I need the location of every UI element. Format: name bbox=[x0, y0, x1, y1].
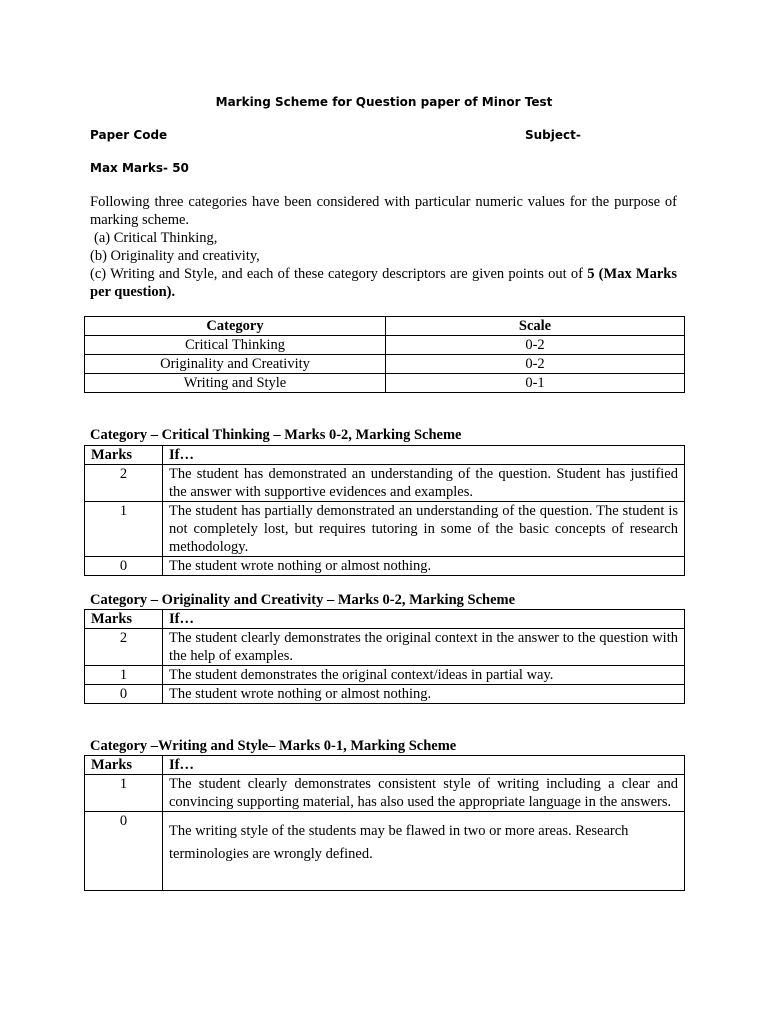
if-header: If… bbox=[163, 756, 685, 775]
page-title: Marking Scheme for Question paper of Minor Test bbox=[215, 95, 553, 109]
description-cell: The student clearly demonstrates the original context in the answer to the question with the help of examples. bbox=[163, 629, 685, 666]
table-row bbox=[85, 336, 685, 355]
category-cell: Writing and Style bbox=[85, 374, 386, 393]
intro-line: Following three categories have been considered with particular numeric values for the purpose of marking scheme. bbox=[90, 194, 677, 228]
description-cell: The student wrote nothing or almost nothing. bbox=[163, 685, 685, 704]
subject-label: Subject- bbox=[525, 128, 581, 142]
marks-cell: 0 bbox=[85, 557, 163, 576]
marks-cell: 2 bbox=[85, 629, 163, 666]
intro-item-c-text: (c) Writing and Style, and each of these category descriptors are given points out of bbox=[90, 266, 588, 282]
description-cell: The student has partially demonstrated an understanding of the question. The student is not completely lost, but requires tutoring in some of the basic concepts of research methodology. bbox=[163, 502, 685, 557]
intro-item-a: (a) Critical Thinking, bbox=[94, 230, 218, 246]
table-header-row bbox=[85, 610, 685, 629]
critical-thinking-heading: Category – Critical Thinking – Marks 0-2, Marking Scheme bbox=[90, 427, 462, 443]
marks-cell: 1 bbox=[85, 502, 163, 557]
marks-cell: 1 bbox=[85, 775, 163, 812]
table-row bbox=[85, 502, 685, 557]
description-cell: The student clearly demonstrates consistent style of writing including a clear and convincing supporting material, has also used the appropriate language in the answers. bbox=[163, 775, 685, 812]
writing-style-table bbox=[84, 755, 685, 891]
marks-cell: 2 bbox=[85, 465, 163, 502]
marks-cell: 0 bbox=[85, 685, 163, 704]
intro-paragraph bbox=[90, 193, 677, 301]
category-table-header bbox=[85, 317, 685, 336]
originality-table bbox=[84, 609, 685, 704]
if-header: If… bbox=[163, 610, 685, 629]
scale-cell: 0-2 bbox=[386, 336, 685, 355]
marks-cell: 0 bbox=[85, 812, 163, 891]
description-cell: The student wrote nothing or almost nothing. bbox=[163, 557, 685, 576]
table-row bbox=[85, 374, 685, 393]
table-row bbox=[85, 557, 685, 576]
paper-code-label: Paper Code bbox=[90, 128, 168, 142]
table-row bbox=[85, 629, 685, 666]
max-marks-label: Max Marks- 50 bbox=[90, 161, 189, 175]
table-row bbox=[85, 685, 685, 704]
critical-thinking-table bbox=[84, 445, 685, 576]
category-table bbox=[84, 316, 685, 393]
intro-item-b: (b) Originality and creativity, bbox=[90, 248, 260, 264]
marks-header: Marks bbox=[85, 610, 163, 629]
originality-heading: Category – Originality and Creativity – Marks 0-2, Marking Scheme bbox=[90, 592, 516, 608]
scale-header: Scale bbox=[386, 317, 685, 336]
table-header-row bbox=[85, 446, 685, 465]
intro-item-c bbox=[90, 265, 677, 301]
table-row bbox=[85, 465, 685, 502]
intro-item-c-bold: 5 (Max Marks per question). bbox=[90, 266, 678, 300]
table-header-row bbox=[85, 756, 685, 775]
table-row bbox=[85, 666, 685, 685]
category-cell: Originality and Creativity bbox=[85, 355, 386, 374]
description-cell: The writing style of the students may be flawed in two or more areas. Research terminologies are wrongly defined. bbox=[163, 812, 685, 891]
if-header: If… bbox=[163, 446, 685, 465]
marks-header: Marks bbox=[85, 446, 163, 465]
scale-cell: 0-2 bbox=[386, 355, 685, 374]
table-row bbox=[85, 775, 685, 812]
scale-cell: 0-1 bbox=[386, 374, 685, 393]
marks-header: Marks bbox=[85, 756, 163, 775]
marks-cell: 1 bbox=[85, 666, 163, 685]
table-row bbox=[85, 812, 685, 891]
description-cell: The student demonstrates the original context/ideas in partial way. bbox=[163, 666, 685, 685]
table-row bbox=[85, 355, 685, 374]
writing-style-heading: Category –Writing and Style– Marks 0-1, Marking Scheme bbox=[90, 738, 457, 754]
category-header: Category bbox=[85, 317, 386, 336]
category-cell: Critical Thinking bbox=[85, 336, 386, 355]
description-cell: The student has demonstrated an understanding of the question. Student has justified the answer with supportive evidences and examples. bbox=[163, 465, 685, 502]
